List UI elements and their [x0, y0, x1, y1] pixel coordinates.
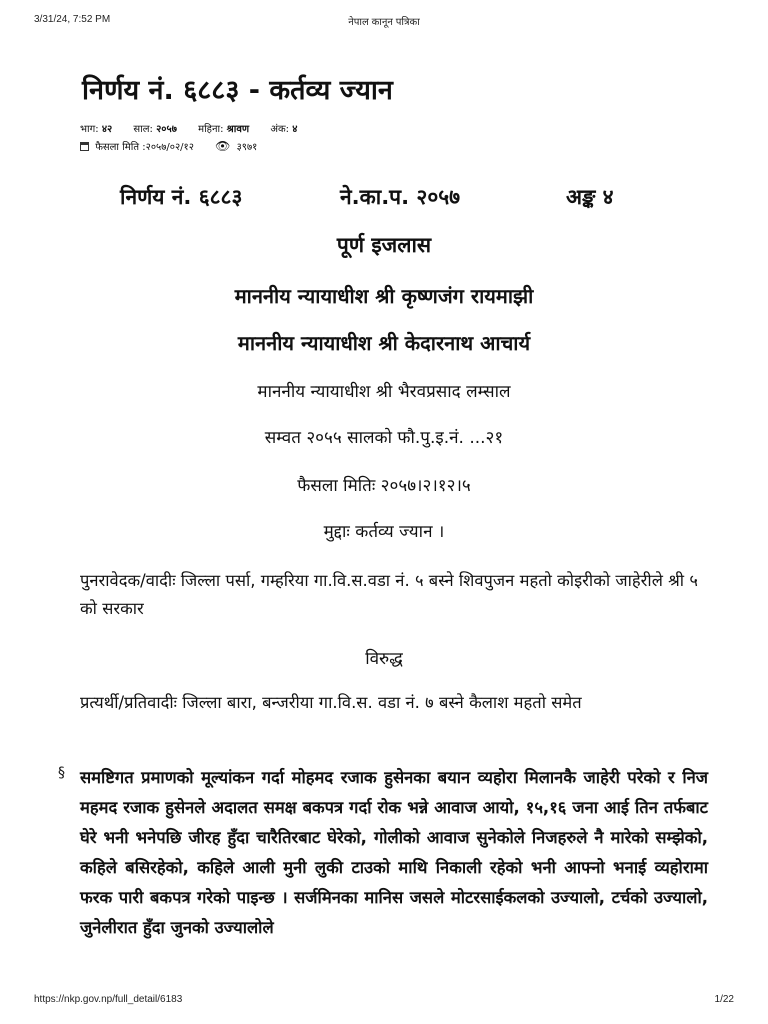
print-footer — [34, 994, 734, 1008]
page-title: निर्णय नं. ६८८३ - कर्तव्य ज्यान — [82, 75, 393, 106]
meta-anka — [270, 121, 297, 135]
meta-bhag-value: ४२ — [101, 124, 113, 135]
print-page-number: 1/22 — [714, 994, 734, 1005]
bench-title: पूर्ण इजलास — [336, 233, 432, 257]
section-bullet-icon: § — [58, 765, 65, 781]
meta-mahina-value: श्रावण — [226, 124, 250, 135]
judge-1: माननीय न्यायाधीश श्री कृष्णजंग रायमाझी — [234, 284, 534, 308]
decision-date-text: फैसला मिति :२०५७/०२/१२ — [95, 142, 194, 153]
decision-heading-row — [0, 183, 768, 213]
views-count: ३९७१ — [236, 142, 258, 153]
meta-saal-label: साल: — [133, 124, 153, 135]
decision-date-line: फैसला मितिः २०५७।२।१२।५ — [297, 476, 471, 496]
headnote-text: समष्टिगत प्रमाणको मूल्यांकन गर्दा मोहमद रजाक हुसेनका बयान व्यहोरा मिलानकै जाहेरी परेको र निज महमद रजाक हुसेनले अदालत समक्ष बकपत्र गर्दा रोक भन्ने आवाज आयो, १५,१६ जना आई तिन तर्फबाट घेरे भनी भनेपछि जीरह हुँदा चारैतिरबाट घेरेको, गोलीको आवाज सुनेकोले निजहरुले नै मारेको सम्झेको, कहिले बसिरहेको, कहिले आली मुनी लुकी टाउको माथि निकाली रहेको भनी आफ्नो भनाई व्यहोरामा फरक पारी बकपत्र गरेको पाइन्छ । सर्जमिनका मानिस जसले मोटरसाईकलको उज्यालो, टर्चको उज्यालो, जुनेलीरात हुँदा जुनको उज्यालोले — [80, 768, 708, 937]
judge-2: माननीय न्यायाधीश श्री केदारनाथ आचार्य — [237, 331, 531, 355]
meta-saal-value: २०५७ — [156, 124, 177, 135]
meta-mahina-label: महिना: — [198, 124, 224, 135]
meta-mahina — [198, 121, 249, 135]
meta-bhag-label: भाग: — [80, 124, 99, 135]
heading-issue-no: अङ्क ४ — [566, 185, 614, 209]
print-url: https://nkp.gov.np/full_detail/6183 — [34, 994, 183, 1005]
date-views-row — [80, 139, 275, 153]
meta-bhag — [80, 121, 112, 135]
meta-anka-label: अंक: — [270, 124, 290, 135]
headnote-bullet — [58, 763, 708, 943]
meta-anka-value: ४ — [292, 124, 298, 135]
case-issue: मुद्दाः कर्तव्य ज्यान । — [323, 522, 445, 542]
decision-date-meta — [80, 139, 194, 153]
eye-icon: 👁 — [215, 139, 231, 153]
case-number: सम्वत २०५५ सालको फौ.पु.इ.नं. ...२१ — [264, 428, 504, 448]
print-timestamp: 3/31/24, 7:52 PM — [34, 14, 111, 25]
print-header — [34, 14, 734, 30]
calendar-icon — [80, 142, 89, 151]
versus-label: विरुद्ध — [365, 649, 403, 669]
judge-3: माननीय न्यायाधीश श्री भैरवप्रसाद लम्साल — [257, 382, 511, 402]
heading-publication: ने.का.प. २०५७ — [340, 185, 461, 209]
appellant-paragraph: पुनरावेदक/वादीः जिल्ला पर्सा, गम्हरिया गा.वि.स.वडा नं. ५ बस्ने शिवपुजन महतो कोइरीको जाहेरीले श्री ५ को सरकार — [80, 571, 698, 618]
views-meta — [215, 139, 257, 153]
meta-saal — [133, 121, 177, 135]
print-page-title: नेपाल कानून पत्रिका — [348, 17, 420, 28]
respondent-paragraph: प्रत्यर्थी/प्रतिवादीः जिल्ला बारा, बन्जरीया गा.वि.स. वडा नं. ७ बस्ने कैलाश महतो समेत — [80, 693, 582, 712]
issue-meta-row — [80, 121, 315, 135]
heading-decision-no: निर्णय नं. ६८८३ — [120, 185, 243, 209]
